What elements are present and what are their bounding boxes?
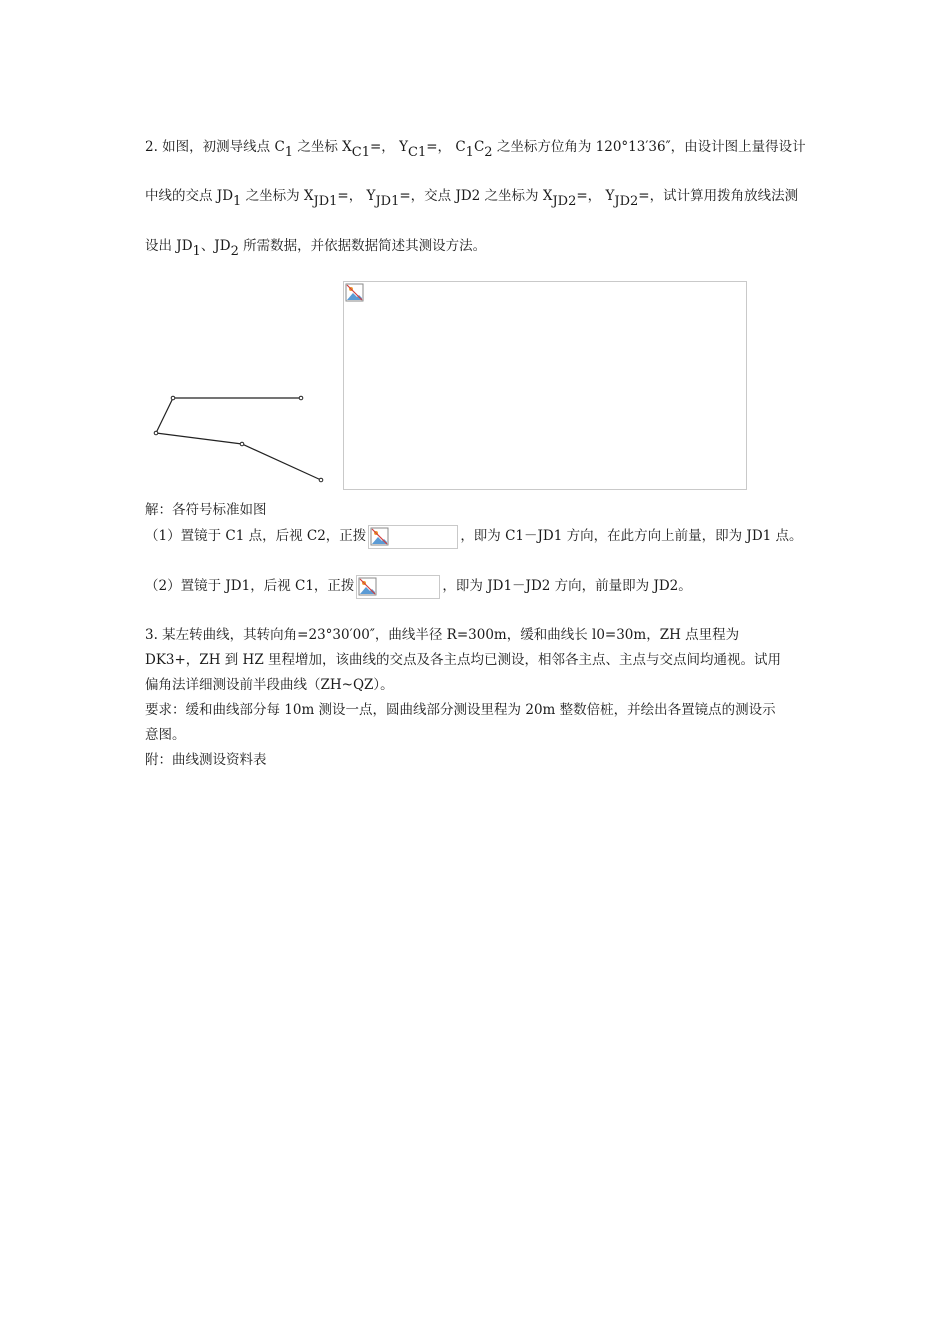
broken-image-icon	[358, 577, 377, 596]
traverse-diagram	[150, 390, 330, 490]
station-point	[171, 396, 175, 400]
traverse-upper-line	[156, 398, 301, 433]
solution-intro: 解：各符号标准如图	[145, 502, 267, 518]
problem2-line-2: 中线的交点 $JD_1$ 之坐标为 $X_{JD1}=$， $Y_{JD1}=$，交点 JD2 之坐标为 $X_{JD2}=$， $Y_{JD2}=$，试计算用拨角放线法测	[145, 188, 799, 209]
solution-step-1: （1）置镜于 C1 点，后视 C2，正拨 ，即为 C1－JD1 方向，在此方向上前量，即为 JD1 点。	[145, 524, 803, 549]
station-point	[154, 431, 158, 435]
broken-image-icon	[345, 283, 364, 302]
station-point	[319, 478, 323, 482]
broken-image-angle-1	[368, 525, 458, 549]
problem3-line-5: 意图。	[145, 727, 186, 743]
problem3-line-4: 要求：缓和曲线部分每 10m 测设一点，圆曲线部分测设里程为 20m 整数倍桩，并绘出各置镜点的测设示	[145, 702, 776, 718]
station-point	[299, 396, 303, 400]
problem3-line-2: DK3+，ZH 到 HZ 里程增加，该曲线的交点及各主点均已测设，相邻各主点、主点与交点间均通视。试用	[145, 652, 781, 668]
broken-image-figure	[343, 281, 747, 490]
problem3-line-1: 3. 某左转曲线，其转向角=23°30′00″，曲线半径 R=300m，缓和曲线长 l0=30m，ZH 点里程为	[145, 627, 740, 643]
problem3-line-6: 附：曲线测设资料表	[145, 752, 267, 768]
traverse-lower-line	[156, 433, 321, 480]
broken-image-angle-2	[356, 575, 440, 599]
station-point	[240, 442, 244, 446]
problem2-line-3: 设出 $JD_1$、$JD_2$ 所需数据，并依据数据简述其测设方法。	[145, 238, 487, 259]
problem2-line-1: 2. 如图，初测导线点 $C_1$ 之坐标 $X_{C1}=$， $Y_{C1}=$， $C_1C_2$ 之坐标方位角为 120°13′36″，由设计图上量得设计	[145, 139, 806, 160]
broken-image-icon	[370, 527, 389, 546]
solution-step-2: （2）置镜于 JD1，后视 C1，正拨 ，即为 JD1－JD2 方向，前量即为 JD2。	[145, 574, 692, 599]
problem3-line-3: 偏角法详细测设前半段曲线（ZH~QZ）。	[145, 677, 394, 693]
